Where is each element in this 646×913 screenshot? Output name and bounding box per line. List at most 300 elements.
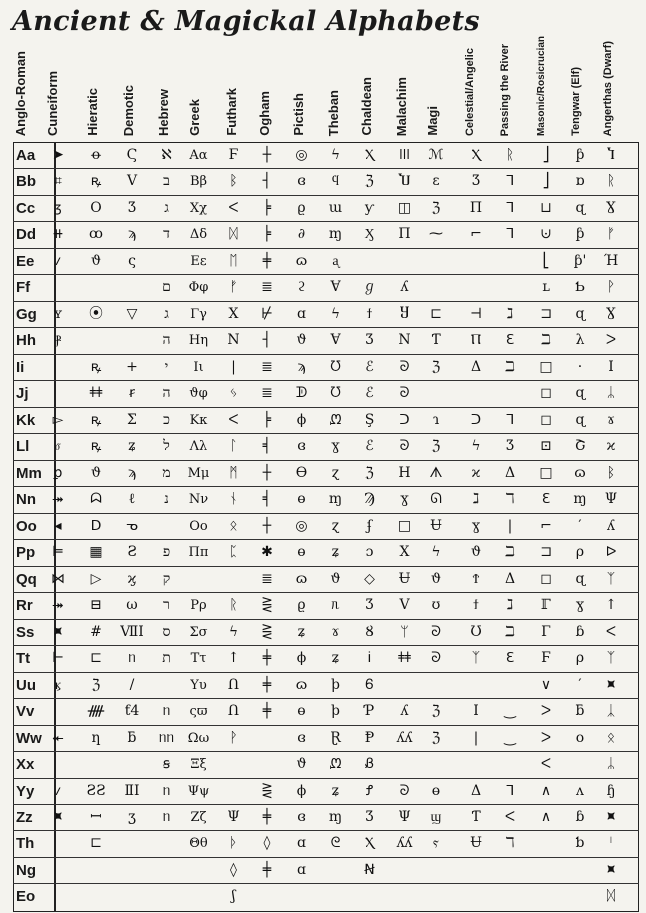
glyph-celestial-angelic: Ʉ: [470, 835, 482, 851]
glyph-demotic: ʒ: [128, 809, 136, 825]
column-header-hieratic: Hieratic: [85, 88, 100, 136]
glyph-tengwar-elf: ʌ: [576, 783, 584, 799]
glyph-chaldean: ℨ: [365, 173, 374, 189]
glyph-hieratic: O: [90, 200, 102, 216]
glyph-hebrew: י: [164, 359, 169, 375]
row-letter: Ll: [16, 438, 30, 455]
glyph-pictish: ɷ: [295, 677, 308, 693]
glyph-greek: ϑφ: [189, 386, 208, 401]
glyph-cuneiform: ➤: [52, 147, 64, 163]
glyph-celestial-angelic: Π: [469, 200, 483, 216]
glyph-chaldean: Ᏸ: [364, 756, 375, 772]
glyph-futhark: |: [231, 359, 236, 375]
glyph-angerthas-dwarf: ʎ: [607, 518, 615, 534]
glyph-passing-the-river: Δ: [504, 465, 516, 481]
glyph-masonic-rosicrucian: ⊐: [540, 544, 552, 560]
glyph-angerthas-dwarf: Ⴈ: [607, 147, 615, 163]
glyph-greek: Θθ: [189, 836, 208, 851]
glyph-hebrew: ה: [162, 385, 171, 401]
glyph-demotic: Ⅴ: [126, 173, 138, 189]
glyph-angerthas-dwarf: ⯍: [605, 809, 617, 825]
glyph-theban: ɣ: [331, 438, 340, 454]
glyph-malachim: Ʉ: [398, 571, 411, 587]
glyph-magi: ᘏ: [430, 491, 442, 507]
glyph-cuneiform: ⳝ: [55, 438, 61, 454]
glyph-masonic-rosicrucian: ⊍: [540, 226, 552, 242]
glyph-magi: ⊏: [430, 306, 442, 322]
glyph-hebrew: ᥒ: [162, 703, 171, 719]
glyph-hieratic: ꝶ: [90, 412, 102, 428]
glyph-angerthas-dwarf: ᛉ: [606, 571, 616, 587]
glyph-angerthas-dwarf: Ɣ: [606, 306, 616, 322]
glyph-masonic-rosicrucian: ⎣: [542, 253, 550, 269]
glyph-malachim: ᘐ: [399, 438, 410, 454]
glyph-passing-the-river: ℸ: [505, 491, 515, 507]
glyph-angerthas-dwarf: ᛦ: [606, 385, 616, 401]
glyph-pictish: ɞ: [297, 173, 306, 189]
glyph-chaldean: Ʒ: [365, 809, 374, 825]
glyph-hebrew: פ: [162, 544, 171, 560]
glyph-magi: ℨ: [431, 730, 441, 746]
glyph-demotic: ω: [126, 597, 138, 613]
glyph-celestial-angelic: Δ: [470, 783, 482, 799]
glyph-malachim: ᘐ: [399, 783, 410, 799]
glyph-futhark: ᛟ: [229, 518, 238, 534]
glyph-chaldean: Ꝭ: [365, 783, 374, 799]
glyph-magi: ⲋ: [433, 835, 439, 851]
glyph-magi: ℨ: [431, 438, 441, 454]
glyph-tengwar-elf: ɱ: [573, 491, 587, 507]
glyph-angerthas-dwarf: ᐅ: [605, 544, 617, 560]
row-letter: Gg: [16, 306, 37, 323]
glyph-passing-the-river: ᒣ: [505, 226, 515, 242]
glyph-greek: Υυ: [190, 678, 207, 693]
row-letter: Ww: [16, 730, 42, 747]
glyph-tengwar-elf: ɓ: [575, 624, 585, 640]
glyph-cuneiform: ꝑ: [53, 465, 63, 481]
glyph-theban: ᘻ: [329, 412, 342, 428]
glyph-masonic-rosicrucian: Ϝ: [541, 650, 551, 666]
glyph-angerthas-dwarf: ᛟ: [606, 730, 616, 746]
row-letter: Pp: [16, 544, 36, 561]
glyph-hieratic: ꝋ: [91, 147, 101, 163]
glyph-magi: Ƭ: [431, 332, 441, 348]
glyph-cuneiform: ⊢: [51, 650, 65, 666]
glyph-greek: Γγ: [190, 307, 207, 322]
glyph-masonic-rosicrucian: ⊐: [540, 306, 552, 322]
row-divider: [13, 883, 639, 884]
glyph-celestial-angelic: ℷ: [472, 491, 480, 507]
glyph-tengwar-elf: ɓ: [575, 809, 585, 825]
glyph-malachim: ᛘ: [400, 624, 409, 640]
glyph-celestial-angelic: Ⲭ: [471, 147, 481, 163]
glyph-angerthas-dwarf: Ψ: [604, 491, 618, 507]
glyph-celestial-angelic: Ƭ: [471, 809, 481, 825]
glyph-cuneiform: ⯬: [52, 730, 64, 746]
row-letter: Eo: [16, 888, 36, 905]
glyph-theban: Ɐ: [330, 279, 341, 295]
glyph-passing-the-river: ℇ: [505, 332, 515, 348]
glyph-tengwar-elf: Ƅ: [574, 279, 586, 295]
glyph-masonic-rosicrucian: ᐳ: [540, 703, 552, 719]
glyph-greek: Ιι: [193, 360, 204, 375]
glyph-celestial-angelic: Ϯ: [472, 571, 480, 587]
glyph-demotic: Ϛ: [126, 147, 138, 163]
glyph-cuneiform: ⳅ: [54, 200, 62, 216]
glyph-theban: ɯ: [328, 200, 343, 216]
column-header-magi: Magi: [425, 106, 440, 136]
glyph-celestial-angelic: ϟ: [471, 438, 481, 454]
glyph-malachim: Ψ: [398, 809, 411, 825]
glyph-hieratic: ▷: [90, 571, 102, 587]
glyph-theban: ʑ: [331, 783, 340, 799]
glyph-tengwar-elf: ′: [578, 677, 582, 693]
glyph-chaldean: Ʒ: [365, 597, 374, 613]
glyph-malachim: ǂǂ: [398, 650, 411, 666]
glyph-demotic: ϡ: [127, 465, 137, 481]
glyph-futhark: ᛃ: [229, 385, 238, 401]
glyph-pictish: ϱ: [297, 597, 306, 613]
glyph-malachim: Ⴘ: [399, 306, 410, 322]
glyph-cuneiform: ⯍: [52, 809, 64, 825]
glyph-hieratic: ǂǂ: [89, 385, 103, 401]
glyph-pictish: ϱ: [297, 200, 306, 216]
glyph-pictish: ɵ: [297, 491, 306, 507]
glyph-tengwar-elf: λ: [575, 332, 585, 348]
glyph-masonic-rosicrucian: ◻: [540, 385, 552, 401]
glyph-masonic-rosicrucian: ⊔: [540, 200, 552, 216]
glyph-cuneiform: ⳤ: [55, 677, 61, 693]
glyph-demotic: ς: [128, 253, 136, 269]
glyph-cuneiform: ʏ: [53, 306, 63, 322]
glyph-hieratic: #: [90, 624, 102, 640]
glyph-malachim: ᘐ: [399, 359, 410, 375]
glyph-hebrew: ה: [162, 332, 171, 348]
glyph-tengwar-elf: ο: [575, 730, 585, 746]
page-title: Ancient & Magickal Alphabets: [12, 6, 480, 37]
glyph-ogham: ╞: [262, 200, 272, 216]
glyph-theban: ᘓ: [330, 835, 341, 851]
glyph-celestial-angelic: ϯ: [473, 597, 479, 613]
glyph-angerthas-dwarf: ᛦ: [606, 756, 616, 772]
glyph-passing-the-river: ℇ: [505, 650, 515, 666]
glyph-futhark: ◊: [230, 862, 237, 878]
glyph-cuneiform: ▻: [52, 412, 64, 428]
glyph-masonic-rosicrucian: ᐸ: [540, 756, 552, 772]
glyph-chaldean: Ᵽ: [364, 730, 375, 746]
glyph-malachim: Π: [398, 226, 411, 242]
glyph-chaldean: ℰ: [365, 359, 374, 375]
glyph-hieratic: ƞ: [91, 730, 101, 746]
column-header-hebrew: Hebrew: [156, 89, 171, 136]
glyph-passing-the-river: ℷ: [506, 597, 514, 613]
glyph-pictish: ɷ: [295, 571, 308, 587]
glyph-greek: Δδ: [189, 227, 208, 242]
glyph-tengwar-elf: ƅ: [575, 835, 585, 851]
glyph-hebrew: ד: [163, 226, 170, 242]
glyph-futhark: Ϝ: [228, 147, 239, 163]
glyph-passing-the-river: ᒣ: [505, 412, 515, 428]
glyph-greek: Μμ: [187, 466, 210, 481]
glyph-greek: Λλ: [189, 439, 208, 454]
column-header-angerthas-dwarf: Angerthas (Dwarf): [602, 40, 614, 136]
glyph-chaldean: ℰ: [365, 438, 374, 454]
glyph-theban: Ɽ: [330, 730, 341, 746]
glyph-chaldean: Ʒ: [365, 332, 374, 348]
glyph-ogham: ┤: [262, 332, 272, 348]
glyph-angerthas-dwarf: ᚹ: [606, 279, 616, 295]
glyph-chaldean: ℰ: [365, 385, 374, 401]
row-letter: Ee: [16, 253, 35, 270]
glyph-angerthas-dwarf: ᚱ: [606, 173, 616, 189]
glyph-hebrew: נ: [164, 491, 169, 507]
glyph-celestial-angelic: ɣ: [471, 518, 481, 534]
glyph-ogham: ╞: [262, 412, 272, 428]
glyph-pictish: ϕ: [296, 650, 307, 666]
glyph-hieratic: ▦: [89, 544, 103, 560]
glyph-tengwar-elf: Շ: [574, 438, 586, 454]
glyph-cuneiform: ⌗: [54, 173, 62, 189]
glyph-cuneiform: ⯮: [52, 597, 64, 613]
glyph-magi: Ʉ: [430, 518, 442, 534]
glyph-tengwar-elf: ρ: [575, 650, 585, 666]
glyph-malachim: Ⴎ: [398, 173, 411, 189]
row-letter: Yy: [16, 783, 35, 800]
glyph-demotic: ƃ: [127, 730, 137, 746]
glyph-futhark: ↑: [227, 650, 240, 666]
glyph-malachim: ᘐ: [399, 385, 410, 401]
glyph-pictish: ɵ: [297, 544, 306, 560]
glyph-ogham: ┼: [262, 465, 272, 481]
glyph-magi: ᘐ: [431, 650, 441, 666]
glyph-tengwar-elf: ɒ: [575, 173, 585, 189]
glyph-greek: Σσ: [189, 625, 208, 640]
glyph-malachim: Ⲽ: [398, 147, 411, 163]
row-letter: Hh: [16, 332, 36, 349]
glyph-pictish: ϡ: [297, 359, 306, 375]
glyph-greek: Φφ: [188, 280, 209, 295]
glyph-theban: ϟ: [330, 306, 341, 322]
glyph-chaldean: ɔ: [365, 544, 374, 560]
glyph-hieratic: ⊟: [90, 597, 102, 613]
glyph-passing-the-river: ℸ: [505, 835, 515, 851]
glyph-magi: ɿ: [432, 412, 440, 428]
glyph-angerthas-dwarf: ᛞ: [606, 888, 616, 904]
glyph-malachim: Χ: [399, 544, 410, 560]
column-header-tengwar-elf: Tengwar (Elf): [570, 67, 582, 136]
glyph-passing-the-river: ℶ: [505, 544, 515, 560]
glyph-theban: ɱ: [328, 226, 343, 242]
row-letter: Ii: [16, 359, 25, 376]
glyph-passing-the-river: ᒣ: [505, 200, 515, 216]
glyph-tengwar-elf: ɋ: [575, 412, 585, 428]
glyph-theban: ɤ: [331, 624, 340, 640]
glyph-masonic-rosicrucian: □: [539, 465, 553, 481]
glyph-tengwar-elf: ƥ: [575, 226, 585, 242]
glyph-masonic-rosicrucian: ∧: [540, 809, 552, 825]
row-letter: Tt: [16, 650, 31, 667]
column-header-chaldean: Chaldean: [359, 77, 374, 136]
row-letter: Uu: [16, 677, 36, 694]
glyph-greek: Ππ: [188, 545, 209, 560]
glyph-hieratic: ⦿: [89, 306, 103, 322]
row-letter: Cc: [16, 200, 36, 217]
glyph-futhark: ᛖ: [229, 253, 238, 269]
row-letter: Nn: [16, 491, 36, 508]
glyph-pictish: ɷ: [295, 253, 308, 269]
glyph-magi: ϑ: [430, 571, 441, 587]
glyph-greek: Ζζ: [190, 810, 207, 825]
glyph-hieratic: ꝶ: [90, 359, 102, 375]
glyph-ogham: ┼: [262, 147, 272, 163]
glyph-malachim: ʎʎ: [396, 835, 413, 851]
glyph-theban: ϥ: [331, 173, 340, 189]
glyph-angerthas-dwarf: ϰ: [606, 438, 616, 454]
glyph-hieratic: ꝶ: [90, 173, 102, 189]
glyph-hebrew: ר: [163, 597, 170, 613]
row-letter: Jj: [16, 385, 29, 402]
glyph-ogham: ⋛: [261, 783, 273, 799]
glyph-demotic: ᓀ: [126, 518, 138, 534]
row-letter: Ss: [16, 624, 35, 641]
glyph-celestial-angelic: Ʒ: [472, 173, 480, 189]
glyph-chaldean: Ϡ: [364, 491, 375, 507]
glyph-celestial-angelic: Ι: [473, 703, 479, 719]
glyph-malachim: Η: [398, 465, 411, 481]
glyph-greek: Νν: [188, 492, 209, 507]
glyph-cuneiform: ⊨: [51, 544, 65, 560]
glyph-theban: ʑ: [331, 650, 340, 666]
glyph-malachim: Ν: [398, 332, 411, 348]
glyph-chaldean: Ⲭ: [364, 835, 375, 851]
glyph-greek: Ηη: [188, 333, 209, 348]
column-header-passing-the-river: Passing the River: [499, 43, 511, 136]
glyph-angerthas-dwarf: ↑: [605, 597, 617, 613]
glyph-demotic: ϡ: [127, 226, 137, 242]
glyph-ogham: ⊬: [260, 306, 274, 322]
glyph-malachim: ◫: [397, 200, 412, 216]
glyph-magi: ᘐ: [431, 624, 441, 640]
glyph-pictish: ɵ: [297, 703, 306, 719]
glyph-celestial-angelic: Δ: [470, 359, 482, 375]
glyph-ogham: ╪: [262, 677, 272, 693]
glyph-hieratic: ᗞ: [90, 518, 102, 534]
glyph-futhark: ϟ: [228, 624, 239, 640]
glyph-masonic-rosicrucian: ∧: [540, 783, 552, 799]
glyph-masonic-rosicrucian: ᐳ: [540, 730, 552, 746]
glyph-futhark: Ψ: [227, 809, 240, 825]
glyph-futhark: ᚠ: [229, 279, 238, 295]
glyph-tengwar-elf: ƥ': [573, 253, 587, 269]
glyph-angerthas-dwarf: ᛉ: [606, 650, 616, 666]
glyph-futhark: ᚱ: [229, 597, 238, 613]
column-header-cuneiform: Cuneiform: [45, 71, 60, 136]
glyph-passing-the-river: ᚱ: [505, 147, 515, 163]
glyph-angerthas-dwarf: ⯍: [605, 677, 617, 693]
glyph-greek: ςϖ: [189, 704, 208, 719]
glyph-pictish: ◎: [295, 147, 308, 163]
glyph-futhark: ᛗ: [229, 465, 238, 481]
glyph-tengwar-elf: ɣ: [575, 597, 585, 613]
glyph-futhark: ʃ: [231, 888, 236, 904]
glyph-chaldean: Ꞥ: [364, 862, 375, 878]
glyph-magi: ɵ: [431, 783, 441, 799]
glyph-greek: Ωω: [187, 731, 210, 746]
glyph-hieratic: ꟷ: [90, 809, 102, 825]
glyph-chaldean: ƴ: [364, 200, 375, 216]
glyph-ogham: ╪: [262, 253, 272, 269]
row-letter: Xx: [16, 756, 35, 773]
glyph-pictish: ϕ: [296, 412, 307, 428]
glyph-greek: Χχ: [189, 201, 208, 216]
glyph-theban: ɱ: [328, 491, 343, 507]
glyph-greek: Ββ: [189, 174, 208, 189]
row-letter: Zz: [16, 809, 33, 826]
glyph-demotic: Ʒ: [128, 200, 136, 216]
row-letter: Qq: [16, 571, 37, 588]
glyph-celestial-angelic: ⊣: [469, 306, 483, 322]
column-header-demotic: Demotic: [121, 84, 136, 136]
glyph-hebrew: כ: [163, 412, 170, 428]
glyph-demotic: ʑ: [128, 438, 136, 454]
glyph-cuneiform: ⯍: [52, 624, 64, 640]
glyph-hebrew: ם: [162, 279, 171, 295]
glyph-theban: ɀ: [331, 518, 340, 534]
row-letter: Bb: [16, 173, 36, 190]
glyph-angerthas-dwarf: ⯍: [605, 862, 617, 878]
glyph-pictish: Ɵ: [295, 465, 308, 481]
glyph-angerthas-dwarf: ɧ: [606, 783, 616, 799]
glyph-malachim: ʎʎ: [396, 730, 413, 746]
glyph-passing-the-river: ℶ: [505, 359, 515, 375]
glyph-ogham: ✱: [261, 544, 273, 560]
glyph-tengwar-elf: ɷ: [574, 465, 586, 481]
glyph-theban: ϑ: [330, 571, 341, 587]
glyph-futhark: ᐸ: [228, 200, 239, 216]
glyph-masonic-rosicrucian: ℾ: [541, 597, 551, 613]
glyph-malachim: □: [397, 518, 412, 534]
glyph-chaldean: Ⲭ: [364, 147, 375, 163]
glyph-greek: Ξξ: [190, 757, 207, 772]
glyph-pictish: ◎: [295, 518, 308, 534]
glyph-theban: ᥰ: [331, 597, 340, 613]
glyph-demotic: ℓ: [128, 491, 136, 507]
glyph-magi: ɛ: [432, 173, 440, 189]
glyph-theban: ɱ: [328, 809, 343, 825]
glyph-hebrew: מ: [162, 465, 171, 481]
glyph-tengwar-elf: ƥ: [575, 147, 585, 163]
glyph-cuneiform: ⳇ: [55, 783, 61, 799]
glyph-angerthas-dwarf: ᐳ: [605, 332, 617, 348]
glyph-greek: Κκ: [189, 413, 208, 428]
glyph-demotic: ▽: [126, 306, 138, 322]
glyph-pictish: ɑ: [297, 835, 306, 851]
glyph-ogham: ≣: [261, 359, 273, 375]
glyph-passing-the-river: ᒣ: [505, 783, 515, 799]
glyph-passing-the-river: ‿: [504, 730, 516, 746]
glyph-theban: ᘮ: [330, 359, 341, 375]
glyph-pictish: ∂: [297, 226, 306, 242]
glyph-theban: ᘻ: [329, 756, 342, 772]
glyph-greek: Ρρ: [190, 598, 207, 613]
glyph-hebrew: ᥒᥒ: [158, 730, 175, 746]
glyph-ogham: ⋛: [261, 624, 273, 640]
glyph-demotic: ⅡⅠ: [124, 783, 140, 799]
glyph-theban: ϸ: [331, 677, 340, 693]
glyph-malachim: ʎ: [400, 703, 409, 719]
glyph-hieratic: ꝏ: [89, 226, 103, 242]
glyph-hieratic: ϑ: [90, 465, 101, 481]
